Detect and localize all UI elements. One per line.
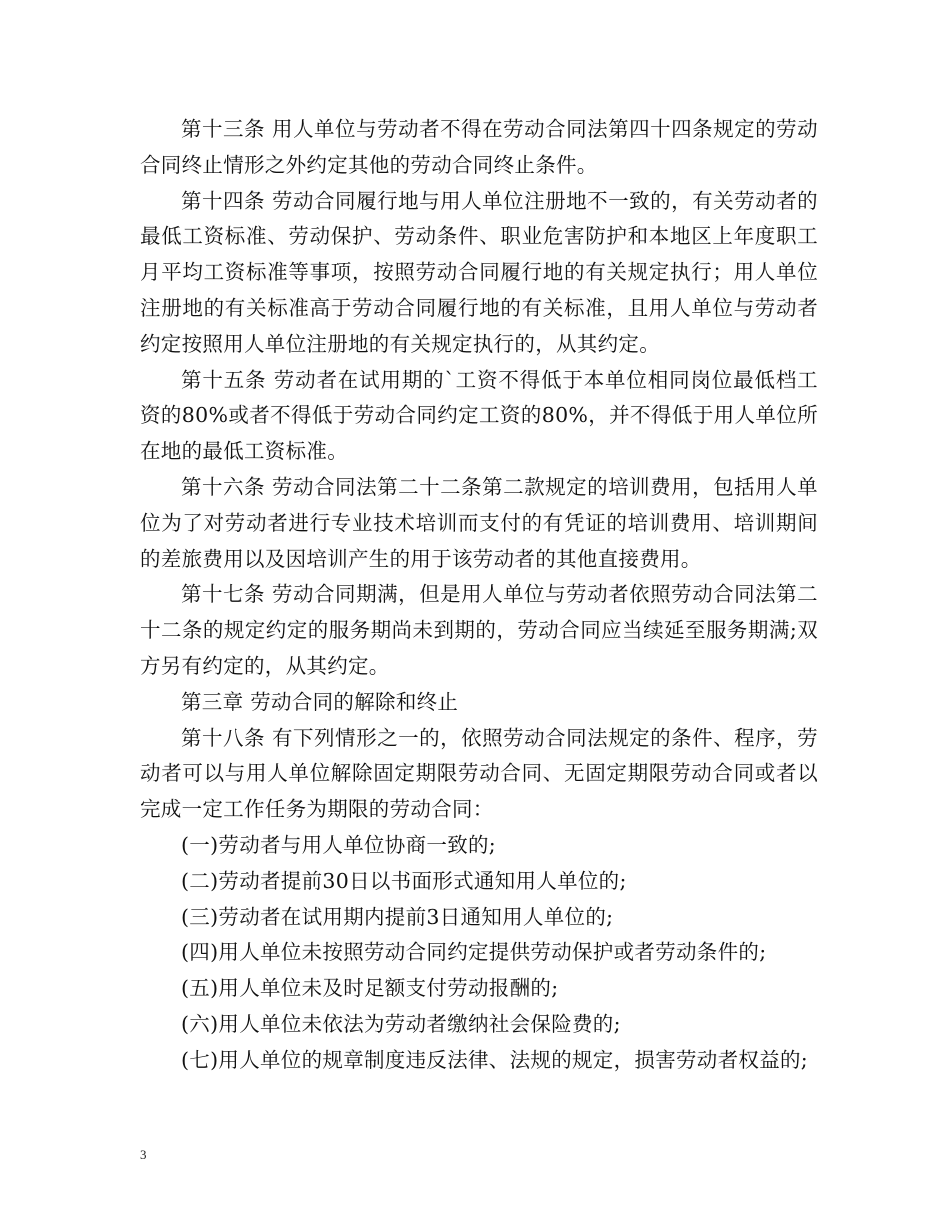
list-item: (一)劳动者与用人单位协商一致的; — [181, 832, 497, 857]
list-item: (三)劳动者在试用期内提前3日通知用人单位的; — [181, 904, 614, 929]
list-item: (五)用人单位未及时足额支付劳动报酬的; — [181, 976, 559, 1001]
chapter-3-heading: 第三章 劳动合同的解除和终止 — [181, 689, 459, 714]
list-item: (六)用人单位未依法为劳动者缴纳社会保险费的; — [181, 1011, 621, 1036]
list-item: (二)劳动者提前30日以书面形式通知用人单位的; — [181, 868, 627, 893]
list-item: (七)用人单位的规章制度违反法律、法规的规定，损害劳动者权益的; — [181, 1047, 809, 1072]
list-item: (四)用人单位未按照劳动合同约定提供劳动保护或者劳动条件的; — [181, 940, 767, 965]
article-16-paragraph: 第十六条 劳动合同法第二十二条第二款规定的培训费用，包括用人单位为了对劳动者进行专业技术培训而支付的有凭证的培训费用、培训期间的差旅费用以及因培训产生的用于该劳动者的其他直接费用。 — [140, 474, 818, 571]
document-body — [140, 112, 818, 1079]
article-17-paragraph: 第十七条 劳动合同期满，但是用人单位与劳动者依照劳动合同法第二十二条的规定约定的服务期尚未到期的，劳动合同应当续延至服务期满;双方另有约定的，从其约定。 — [140, 582, 818, 678]
article-18-paragraph: 第十八条 有下列情形之一的，依照劳动合同法规定的条件、程序，劳动者可以与用人单位解除固定期限劳动合同、无固定期限劳动合同或者以完成一定工作任务为期限的劳动合同： — [140, 725, 818, 822]
article-15-paragraph: 第十五条 劳动者在试用期的`工资不得低于本单位相同岗位最低档工资的80%或者不得低于劳动合同约定工资的80%，并不得低于用人单位所在地的最低工资标准。 — [140, 367, 818, 464]
article-13-paragraph: 第十三条 用人单位与劳动者不得在劳动合同法第四十四条规定的劳动合同终止情形之外约定其他的劳动合同终止条件。 — [140, 117, 818, 177]
article-14-paragraph: 第十四条 劳动合同履行地与用人单位注册地不一致的，有关劳动者的最低工资标准、劳动保护、劳动条件、职业危害防护和本地区上年度职工月平均工资标准等事项，按照劳动合同履行地的有关规定执行；用人单位注册地的有关标准高于劳动合同履行地的有关标准，且用人单位与劳动者约定按照用人单位注册地的有关规定执行的，从其约定。 — [140, 188, 818, 356]
page-number: 3 — [140, 1147, 147, 1162]
